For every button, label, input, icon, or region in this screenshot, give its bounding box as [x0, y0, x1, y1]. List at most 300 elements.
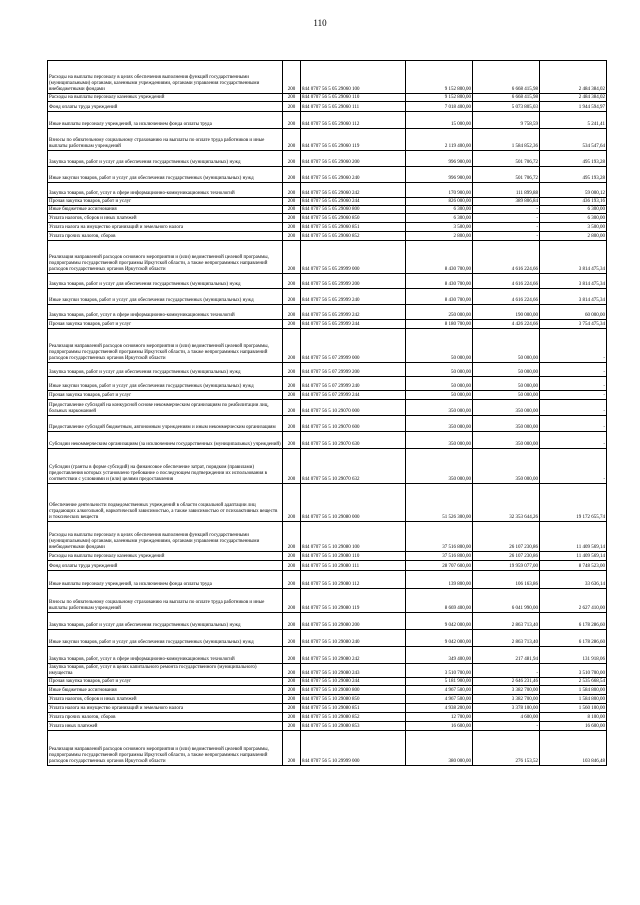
- row-name-cell: Иные закупки товаров, работ и услуг для обеспечения государственных (муниципальных) нужд: [48, 289, 283, 305]
- table-row: [48, 647, 607, 664]
- row-approved-amount-cell: 50 000,00: [406, 377, 473, 391]
- table-row: [48, 630, 607, 647]
- row-name-cell: Закупка товаров, работ, услуг в целях капитального ремонта государственного (муниципального) имущества: [48, 664, 283, 678]
- row-unexecuted-amount-cell: 3 510 700,00: [540, 664, 607, 678]
- table-row: [48, 713, 607, 722]
- row-unexecuted-amount-cell: 6 178 286,60: [540, 613, 607, 630]
- row-executed-amount-cell: 9 758,59: [473, 112, 540, 129]
- row-code-cell: 200: [283, 522, 301, 552]
- row-code-cell: 200: [283, 695, 301, 704]
- row-name-cell: Иные закупки товаров, работ и услуг для обеспечения государственных (муниципальных) нужд: [48, 167, 283, 183]
- row-approved-amount-cell: 9 152 800,00: [406, 94, 473, 102]
- row-unexecuted-amount-cell: 6 300,00: [540, 214, 607, 223]
- row-unexecuted-amount-cell: 2 627 410,00: [540, 589, 607, 613]
- row-unexecuted-amount-cell: 8 748 523,00: [540, 561, 607, 571]
- row-name-cell: Прочая закупка товаров, работ и услуг: [48, 320, 283, 329]
- row-code-cell: 200: [283, 416, 301, 432]
- row-code-cell: 200: [283, 329, 301, 363]
- row-code-cell: 200: [283, 223, 301, 232]
- table-row: [48, 416, 607, 432]
- table-row: [48, 589, 607, 613]
- row-classification-code-cell: 844 0707 56 5 05 29999 240: [301, 289, 406, 305]
- row-code-cell: 200: [283, 377, 301, 391]
- row-executed-amount-cell: 26 107 230,86: [473, 522, 540, 552]
- row-approved-amount-cell: 170 900,00: [406, 183, 473, 198]
- row-approved-amount-cell: 50 000,00: [406, 363, 473, 377]
- row-name-cell: Расходы на выплаты персоналу казенных учреждений: [48, 552, 283, 561]
- table-row: [48, 695, 607, 704]
- row-code-cell: 200: [283, 183, 301, 198]
- row-unexecuted-amount-cell: 2 484 384,02: [540, 61, 607, 94]
- table-row: [48, 289, 607, 305]
- table-row: [48, 214, 607, 223]
- row-executed-amount-cell: 501 706,72: [473, 167, 540, 183]
- row-classification-code-cell: 844 0707 56 5 10 29080 850: [301, 695, 406, 704]
- row-unexecuted-amount-cell: 1 560 100,00: [540, 704, 607, 713]
- table-row: [48, 571, 607, 589]
- row-unexecuted-amount-cell: 1 944 594,97: [540, 102, 607, 112]
- row-name-cell: Прочая закупка товаров, работ и услуг: [48, 391, 283, 400]
- table-row: [48, 613, 607, 630]
- table-row: [48, 552, 607, 561]
- row-executed-amount-cell: 50 000,00: [473, 363, 540, 377]
- row-code-cell: 200: [283, 713, 301, 722]
- row-code-cell: 200: [283, 678, 301, 686]
- row-name-cell: Уплата налогов, сборов и иных платежей: [48, 214, 283, 223]
- row-approved-amount-cell: 6 300,00: [406, 206, 473, 214]
- row-name-cell: Иные выплаты персоналу учреждений, за исключением фонда оплаты труда: [48, 571, 283, 589]
- row-unexecuted-amount-cell: 16 600,00: [540, 722, 607, 731]
- row-approved-amount-cell: 12 700,00: [406, 713, 473, 722]
- row-name-cell: Закупка товаров, работ и услуг для обеспечения государственных (муниципальных) нужд: [48, 274, 283, 289]
- row-unexecuted-amount-cell: 495 193,28: [540, 151, 607, 167]
- row-classification-code-cell: 844 0707 56 5 10 29070 600: [301, 416, 406, 432]
- row-code-cell: 200: [283, 198, 301, 206]
- row-unexecuted-amount-cell: 2 484 384,02: [540, 94, 607, 102]
- table-row: [48, 320, 607, 329]
- row-approved-amount-cell: 9 152 800,00: [406, 61, 473, 94]
- row-executed-amount-cell: 217 481,94: [473, 647, 540, 664]
- row-approved-amount-cell: 2 800,00: [406, 232, 473, 241]
- row-unexecuted-amount-cell: 59 000,12: [540, 183, 607, 198]
- row-name-cell: Уплата иных платежей: [48, 722, 283, 731]
- row-code-cell: 200: [283, 647, 301, 664]
- row-unexecuted-amount-cell: 5 241,41: [540, 112, 607, 129]
- row-code-cell: 200: [283, 363, 301, 377]
- row-classification-code-cell: 844 0707 56 5 10 29080 853: [301, 722, 406, 731]
- row-code-cell: 200: [283, 61, 301, 94]
- row-executed-amount-cell: 3 378 100,00: [473, 704, 540, 713]
- row-classification-code-cell: 844 0707 56 5 05 29999 242: [301, 305, 406, 320]
- row-name-cell: Закупка товаров, работ и услуг для обеспечения государственных (муниципальных) нужд: [48, 151, 283, 167]
- row-unexecuted-amount-cell: 534 547,64: [540, 129, 607, 151]
- table-row: [48, 377, 607, 391]
- row-executed-amount-cell: 50 000,00: [473, 377, 540, 391]
- row-approved-amount-cell: 4 967 500,00: [406, 695, 473, 704]
- table-row: [48, 363, 607, 377]
- row-approved-amount-cell: 15 000,00: [406, 112, 473, 129]
- row-classification-code-cell: 844 0707 56 5 07 29999 240: [301, 377, 406, 391]
- row-executed-amount-cell: 6 041 990,00: [473, 589, 540, 613]
- row-name-cell: Закупка товаров, работ, услуг в сфере информационно-коммуникационных технологий: [48, 183, 283, 198]
- row-classification-code-cell: 844 0707 56 5 10 29080 111: [301, 561, 406, 571]
- row-name-cell: Прочая закупка товаров, работ и услуг: [48, 198, 283, 206]
- row-name-cell: Предоставление субсидий на конкурсной основе некоммерческим организациям по реабилитации лиц, больных наркоманией: [48, 400, 283, 416]
- row-approved-amount-cell: 4 938 200,00: [406, 704, 473, 713]
- row-approved-amount-cell: 350 000,00: [406, 416, 473, 432]
- row-classification-code-cell: 844 0707 56 5 05 29060 110: [301, 94, 406, 102]
- row-executed-amount-cell: 350 000,00: [473, 416, 540, 432]
- row-unexecuted-amount-cell: -: [540, 377, 607, 391]
- row-approved-amount-cell: 349 400,00: [406, 647, 473, 664]
- row-name-cell: Закупка товаров, работ и услуг для обеспечения государственных (муниципальных) нужд: [48, 363, 283, 377]
- row-executed-amount-cell: 350 000,00: [473, 449, 540, 484]
- row-approved-amount-cell: 9 042 000,00: [406, 630, 473, 647]
- row-unexecuted-amount-cell: -: [540, 449, 607, 484]
- table-row: [48, 232, 607, 241]
- row-code-cell: 200: [283, 112, 301, 129]
- row-approved-amount-cell: 28 707 600,00: [406, 561, 473, 571]
- row-code-cell: 200: [283, 289, 301, 305]
- row-code-cell: 200: [283, 571, 301, 589]
- row-name-cell: Уплата налога на имущество организаций и земельного налога: [48, 704, 283, 713]
- row-executed-amount-cell: 111 899,88: [473, 183, 540, 198]
- row-executed-amount-cell: 3 382 700,00: [473, 695, 540, 704]
- table-row: [48, 274, 607, 289]
- row-approved-amount-cell: 37 516 800,00: [406, 522, 473, 552]
- table-row: [48, 198, 607, 206]
- row-executed-amount-cell: 4 600,00: [473, 713, 540, 722]
- row-unexecuted-amount-cell: 131 918,06: [540, 647, 607, 664]
- row-executed-amount-cell: 501 706,72: [473, 151, 540, 167]
- table-row: [48, 305, 607, 320]
- table-row: [48, 102, 607, 112]
- row-classification-code-cell: 844 0707 56 5 07 29999 000: [301, 329, 406, 363]
- row-executed-amount-cell: 50 000,00: [473, 391, 540, 400]
- table-row: [48, 206, 607, 214]
- row-name-cell: Обеспечение деятельности подведомственных учреждений в области социальной адаптации лиц страдающих алкогольной, наркотической зависимостью, а также зависимостью от психоактивных веществ и токсических веществ: [48, 484, 283, 522]
- row-classification-code-cell: 844 0707 56 5 10 29070 632: [301, 449, 406, 484]
- row-executed-amount-cell: 4 616 224,66: [473, 289, 540, 305]
- row-name-cell: Иные бюджетные ассигнования: [48, 206, 283, 214]
- row-code-cell: 200: [283, 400, 301, 416]
- row-executed-amount-cell: -: [473, 664, 540, 678]
- row-code-cell: 200: [283, 102, 301, 112]
- row-executed-amount-cell: 5 073 805,03: [473, 102, 540, 112]
- row-code-cell: 200: [283, 484, 301, 522]
- row-unexecuted-amount-cell: 1 584 800,00: [540, 686, 607, 695]
- row-code-cell: 200: [283, 589, 301, 613]
- row-unexecuted-amount-cell: 11 409 569,14: [540, 522, 607, 552]
- row-approved-amount-cell: 380 000,00: [406, 731, 473, 766]
- row-executed-amount-cell: 389 806,84: [473, 198, 540, 206]
- table-row: [48, 686, 607, 695]
- row-classification-code-cell: 844 0707 56 5 05 29060 242: [301, 183, 406, 198]
- row-unexecuted-amount-cell: -: [540, 363, 607, 377]
- row-executed-amount-cell: -: [473, 722, 540, 731]
- row-name-cell: Иные выплаты персоналу учреждений, за исключением фонда оплаты труда: [48, 112, 283, 129]
- row-name-cell: Иные закупки товаров, работ и услуг для обеспечения государственных (муниципальных) нужд: [48, 377, 283, 391]
- row-name-cell: Субсидии некоммерческим организациям (за исключением государственных (муниципальных) учреждений): [48, 432, 283, 449]
- row-approved-amount-cell: 16 600,00: [406, 722, 473, 731]
- row-approved-amount-cell: 996 900,00: [406, 167, 473, 183]
- row-executed-amount-cell: -: [473, 223, 540, 232]
- row-classification-code-cell: 844 0707 56 5 10 29080 243: [301, 664, 406, 678]
- row-code-cell: 200: [283, 129, 301, 151]
- budget-table-body: [48, 61, 607, 766]
- row-executed-amount-cell: -: [473, 232, 540, 241]
- row-code-cell: 200: [283, 232, 301, 241]
- row-classification-code-cell: 844 0707 56 5 05 29060 200: [301, 151, 406, 167]
- row-classification-code-cell: 844 0707 56 5 10 29070 630: [301, 432, 406, 449]
- row-classification-code-cell: 844 0707 56 5 10 29080 000: [301, 484, 406, 522]
- table-row: [48, 731, 607, 766]
- row-classification-code-cell: 844 0707 56 5 07 29999 200: [301, 363, 406, 377]
- row-unexecuted-amount-cell: -: [540, 400, 607, 416]
- row-approved-amount-cell: 2 119 400,00: [406, 129, 473, 151]
- row-approved-amount-cell: 8 669 400,00: [406, 589, 473, 613]
- row-unexecuted-amount-cell: 103 846,48: [540, 731, 607, 766]
- row-approved-amount-cell: 50 000,00: [406, 391, 473, 400]
- row-code-cell: 200: [283, 391, 301, 400]
- row-executed-amount-cell: 4 616 224,66: [473, 241, 540, 274]
- row-unexecuted-amount-cell: -: [540, 391, 607, 400]
- row-code-cell: 200: [283, 320, 301, 329]
- row-name-cell: Закупка товаров, работ, услуг в сфере информационно-коммуникационных технологий: [48, 647, 283, 664]
- row-classification-code-cell: 844 0707 56 5 05 29060 851: [301, 223, 406, 232]
- row-executed-amount-cell: 19 959 077,00: [473, 561, 540, 571]
- row-unexecuted-amount-cell: 3 814 475,34: [540, 241, 607, 274]
- row-executed-amount-cell: 50 000,00: [473, 329, 540, 363]
- row-name-cell: Реализация направлений расходов основного мероприятия и (или) ведомственной целевой программы, подпрограммы государственной программы Иркутской области, а также непрограммных направлений расходов государственных органов Иркутской области: [48, 731, 283, 766]
- row-unexecuted-amount-cell: 2 800,00: [540, 232, 607, 241]
- row-executed-amount-cell: 4 616 224,66: [473, 274, 540, 289]
- table-row: [48, 432, 607, 449]
- table-row: [48, 561, 607, 571]
- table-row: [48, 223, 607, 232]
- row-executed-amount-cell: 6 668 415,98: [473, 61, 540, 94]
- row-approved-amount-cell: 996 900,00: [406, 151, 473, 167]
- row-name-cell: Расходы на выплаты персоналу в целях обеспечения выполнения функций государственными (муниципальными) органами, казенными учреждениями, органами управления государственными внебюджетными фондами: [48, 61, 283, 94]
- row-code-cell: 200: [283, 613, 301, 630]
- row-executed-amount-cell: 350 000,00: [473, 432, 540, 449]
- row-approved-amount-cell: 8 430 700,00: [406, 274, 473, 289]
- row-code-cell: 200: [283, 167, 301, 183]
- row-code-cell: 200: [283, 704, 301, 713]
- row-executed-amount-cell: 3 382 700,00: [473, 686, 540, 695]
- row-unexecuted-amount-cell: 495 193,28: [540, 167, 607, 183]
- row-unexecuted-amount-cell: 3 754 475,34: [540, 320, 607, 329]
- table-row: [48, 329, 607, 363]
- row-classification-code-cell: 844 0707 56 5 05 29060 244: [301, 198, 406, 206]
- row-classification-code-cell: 844 0707 56 5 05 29060 119: [301, 129, 406, 151]
- table-row: [48, 664, 607, 678]
- row-code-cell: 200: [283, 274, 301, 289]
- row-executed-amount-cell: 2 863 713,40: [473, 630, 540, 647]
- row-approved-amount-cell: 7 018 400,00: [406, 102, 473, 112]
- row-name-cell: Уплата прочих налогов, сборов: [48, 232, 283, 241]
- row-unexecuted-amount-cell: -: [540, 416, 607, 432]
- row-executed-amount-cell: 4 426 224,66: [473, 320, 540, 329]
- row-name-cell: Уплата налогов, сборов и иных платежей: [48, 695, 283, 704]
- row-approved-amount-cell: 8 180 700,00: [406, 320, 473, 329]
- row-classification-code-cell: 844 0707 56 5 10 29080 240: [301, 630, 406, 647]
- row-unexecuted-amount-cell: 3 500,00: [540, 223, 607, 232]
- row-unexecuted-amount-cell: 6 178 286,60: [540, 630, 607, 647]
- row-approved-amount-cell: 50 000,00: [406, 329, 473, 363]
- row-unexecuted-amount-cell: 8 100,00: [540, 713, 607, 722]
- row-approved-amount-cell: 5 181 900,00: [406, 678, 473, 686]
- row-classification-code-cell: 844 0707 56 5 10 29080 100: [301, 522, 406, 552]
- table-row: [48, 61, 607, 94]
- row-classification-code-cell: 844 0707 56 5 10 29080 852: [301, 713, 406, 722]
- row-unexecuted-amount-cell: 436 193,16: [540, 198, 607, 206]
- row-unexecuted-amount-cell: 6 300,00: [540, 206, 607, 214]
- row-classification-code-cell: 844 0707 56 5 05 29999 244: [301, 320, 406, 329]
- budget-execution-table: [47, 60, 607, 766]
- row-code-cell: 200: [283, 94, 301, 102]
- row-name-cell: Расходы на выплаты персоналу казенных учреждений: [48, 94, 283, 102]
- row-classification-code-cell: 844 0707 56 5 10 29070 000: [301, 400, 406, 416]
- row-executed-amount-cell: -: [473, 206, 540, 214]
- row-unexecuted-amount-cell: 11 409 569,14: [540, 552, 607, 561]
- row-name-cell: Уплата прочих налогов, сборов: [48, 713, 283, 722]
- row-code-cell: 200: [283, 686, 301, 695]
- row-classification-code-cell: 844 0707 56 5 05 29060 852: [301, 232, 406, 241]
- row-name-cell: Фонд оплаты труда учреждений: [48, 561, 283, 571]
- row-name-cell: Прочая закупка товаров, работ и услуг: [48, 678, 283, 686]
- row-unexecuted-amount-cell: 19 172 655,74: [540, 484, 607, 522]
- row-code-cell: 200: [283, 151, 301, 167]
- table-row: [48, 400, 607, 416]
- row-classification-code-cell: 844 0707 56 5 10 29080 800: [301, 686, 406, 695]
- row-approved-amount-cell: 350 000,00: [406, 400, 473, 416]
- row-classification-code-cell: 844 0707 56 5 10 29080 851: [301, 704, 406, 713]
- row-approved-amount-cell: 3 500,00: [406, 223, 473, 232]
- row-approved-amount-cell: 9 042 000,00: [406, 613, 473, 630]
- row-code-cell: 200: [283, 206, 301, 214]
- row-name-cell: Фонд оплаты труда учреждений: [48, 102, 283, 112]
- row-unexecuted-amount-cell: 60 000,00: [540, 305, 607, 320]
- row-approved-amount-cell: 8 430 700,00: [406, 289, 473, 305]
- row-executed-amount-cell: 2 863 713,40: [473, 613, 540, 630]
- row-classification-code-cell: 844 0707 56 5 05 29060 112: [301, 112, 406, 129]
- row-approved-amount-cell: 51 526 300,00: [406, 484, 473, 522]
- table-row: [48, 183, 607, 198]
- row-unexecuted-amount-cell: 3 814 475,34: [540, 289, 607, 305]
- row-executed-amount-cell: 106 163,86: [473, 571, 540, 589]
- row-classification-code-cell: 844 0707 56 5 05 29060 100: [301, 61, 406, 94]
- row-executed-amount-cell: 276 153,52: [473, 731, 540, 766]
- row-name-cell: Иные закупки товаров, работ и услуг для обеспечения государственных (муниципальных) нужд: [48, 630, 283, 647]
- row-classification-code-cell: 844 0707 56 5 05 29060 850: [301, 214, 406, 223]
- table-row: [48, 522, 607, 552]
- row-name-cell: Взносы по обязательному социальному страхованию на выплаты по оплате труда работников и иные выплаты работникам учреждений: [48, 589, 283, 613]
- row-approved-amount-cell: 4 967 500,00: [406, 686, 473, 695]
- row-name-cell: Взносы по обязательному социальному страхованию на выплаты по оплате труда работников и иные выплаты работникам учреждений: [48, 129, 283, 151]
- row-classification-code-cell: 844 0707 56 5 10 29080 244: [301, 678, 406, 686]
- table-row: [48, 129, 607, 151]
- row-code-cell: 200: [283, 449, 301, 484]
- table-row: [48, 704, 607, 713]
- row-approved-amount-cell: 826 000,00: [406, 198, 473, 206]
- row-code-cell: 200: [283, 432, 301, 449]
- table-row: [48, 484, 607, 522]
- row-approved-amount-cell: 6 300,00: [406, 214, 473, 223]
- row-classification-code-cell: 844 0707 56 5 10 29080 200: [301, 613, 406, 630]
- row-approved-amount-cell: 8 430 700,00: [406, 241, 473, 274]
- row-executed-amount-cell: 1 584 852,36: [473, 129, 540, 151]
- row-code-cell: 200: [283, 552, 301, 561]
- row-name-cell: Предоставление субсидий бюджетным, автономным учреждениям и иным некоммерческим организациям: [48, 416, 283, 432]
- row-classification-code-cell: 844 0707 56 5 05 29060 800: [301, 206, 406, 214]
- row-unexecuted-amount-cell: 1 584 800,00: [540, 695, 607, 704]
- table-row: [48, 391, 607, 400]
- row-executed-amount-cell: 190 000,00: [473, 305, 540, 320]
- page-number: 110: [313, 18, 327, 28]
- row-name-cell: Закупка товаров, работ, услуг в сфере информационно-коммуникационных технологий: [48, 305, 283, 320]
- row-approved-amount-cell: 250 000,00: [406, 305, 473, 320]
- table-row: [48, 722, 607, 731]
- row-name-cell: Субсидии (гранты в форме субсидий) на финансовое обеспечение затрат, порядком (правилами) предоставления которых установлено требование о последующем подтверждении их использования в соответствии с условиями и (или) целями предоставления: [48, 449, 283, 484]
- row-classification-code-cell: 844 0707 56 5 10 29080 119: [301, 589, 406, 613]
- row-name-cell: Закупка товаров, работ и услуг для обеспечения государственных (муниципальных) нужд: [48, 613, 283, 630]
- row-code-cell: 200: [283, 214, 301, 223]
- row-name-cell: Иные бюджетные ассигнования: [48, 686, 283, 695]
- row-executed-amount-cell: 26 107 230,86: [473, 552, 540, 561]
- row-approved-amount-cell: 350 000,00: [406, 449, 473, 484]
- row-code-cell: 200: [283, 664, 301, 678]
- row-name-cell: Реализация направлений расходов основного мероприятия и (или) ведомственной целевой программы, подпрограммы государственной программы Иркутской области, а также непрограммных направлений расходов государственных органов Иркутской области: [48, 241, 283, 274]
- row-classification-code-cell: 844 0707 56 5 10 29999 000: [301, 731, 406, 766]
- row-unexecuted-amount-cell: 3 814 475,34: [540, 274, 607, 289]
- row-code-cell: 200: [283, 305, 301, 320]
- row-code-cell: 200: [283, 630, 301, 647]
- row-approved-amount-cell: 139 800,00: [406, 571, 473, 589]
- table-row: [48, 112, 607, 129]
- row-classification-code-cell: 844 0707 56 5 05 29999 000: [301, 241, 406, 274]
- row-classification-code-cell: 844 0707 56 5 07 29999 244: [301, 391, 406, 400]
- row-code-cell: 200: [283, 722, 301, 731]
- row-code-cell: 200: [283, 561, 301, 571]
- table-row: [48, 167, 607, 183]
- row-unexecuted-amount-cell: 33 636,14: [540, 571, 607, 589]
- row-classification-code-cell: 844 0707 56 5 10 29080 110: [301, 552, 406, 561]
- row-executed-amount-cell: 2 646 231,46: [473, 678, 540, 686]
- row-unexecuted-amount-cell: -: [540, 432, 607, 449]
- row-approved-amount-cell: 37 516 800,00: [406, 552, 473, 561]
- row-unexecuted-amount-cell: -: [540, 329, 607, 363]
- row-approved-amount-cell: 350 000,00: [406, 432, 473, 449]
- row-classification-code-cell: 844 0707 56 5 05 29060 240: [301, 167, 406, 183]
- row-classification-code-cell: 844 0707 56 5 10 29080 242: [301, 647, 406, 664]
- row-executed-amount-cell: 6 668 415,98: [473, 94, 540, 102]
- row-name-cell: Уплата налога на имущество организаций и земельного налога: [48, 223, 283, 232]
- row-name-cell: Расходы на выплаты персоналу в целях обеспечения выполнения функций государственными (муниципальными) органами, казенными учреждениями, органами управления государственными внебюджетными фондами: [48, 522, 283, 552]
- table-row: [48, 151, 607, 167]
- row-name-cell: Реализация направлений расходов основного мероприятия и (или) ведомственной целевой программы, подпрограммы государственной программы Иркутской области, а также непрограммных направлений расходов государственных органов Иркутской области: [48, 329, 283, 363]
- row-executed-amount-cell: 32 353 644,26: [473, 484, 540, 522]
- table-row: [48, 449, 607, 484]
- row-classification-code-cell: 844 0707 56 5 05 29999 200: [301, 274, 406, 289]
- row-classification-code-cell: 844 0707 56 5 10 29080 112: [301, 571, 406, 589]
- table-row: [48, 241, 607, 274]
- row-approved-amount-cell: 3 510 700,00: [406, 664, 473, 678]
- row-classification-code-cell: 844 0707 56 5 05 29060 111: [301, 102, 406, 112]
- row-unexecuted-amount-cell: 2 535 668,54: [540, 678, 607, 686]
- row-executed-amount-cell: 350 000,00: [473, 400, 540, 416]
- row-executed-amount-cell: -: [473, 214, 540, 223]
